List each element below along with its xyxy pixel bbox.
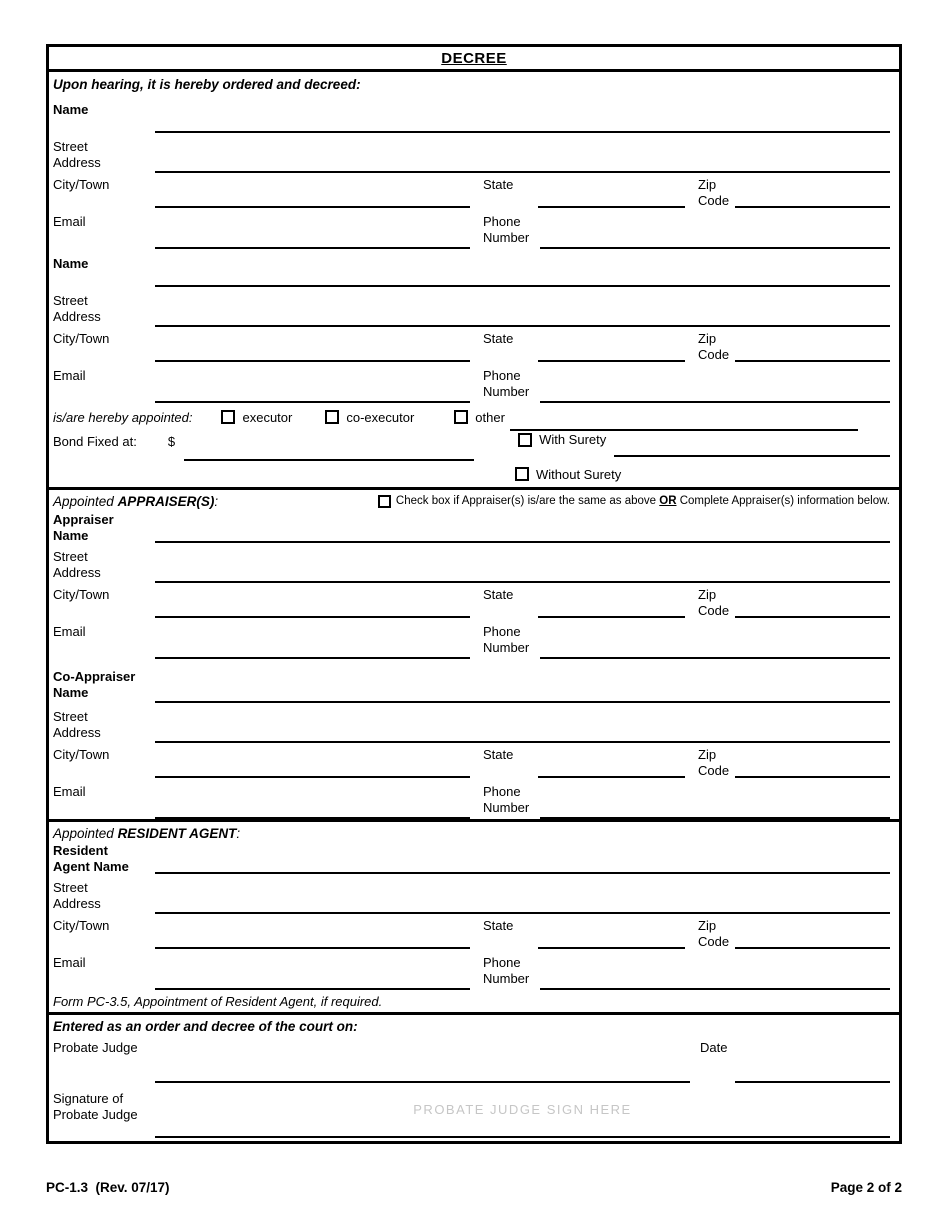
- appraiser-section: [49, 490, 899, 822]
- person2-street-label: Street Address: [53, 293, 101, 324]
- resident-agent-city-label: City/Town: [53, 918, 110, 933]
- other-option: [454, 410, 505, 425]
- entered-section: [49, 1015, 899, 1138]
- person1-phone-label: Phone Number: [483, 214, 530, 245]
- without-surety-option: [515, 467, 621, 482]
- bond-row: [53, 431, 890, 461]
- other-checkbox[interactable]: [454, 410, 468, 424]
- resident-agent-city-line[interactable]: [155, 947, 470, 949]
- person1-zip-label: Zip Code: [698, 177, 730, 208]
- signature-label: Signature of Probate Judge: [53, 1091, 138, 1122]
- person2-name-line[interactable]: [155, 285, 890, 287]
- resident-agent-header: [53, 822, 890, 842]
- appraiser-section-header: [53, 490, 890, 510]
- co-appraiser-city-row: [53, 743, 890, 778]
- co-appraiser-phone-line[interactable]: [540, 817, 890, 819]
- resident-agent-email-label: Email: [53, 955, 86, 970]
- entered-heading: Entered as an order and decree of the court on:: [53, 1019, 358, 1034]
- appraiser-street-row: [53, 543, 890, 583]
- appraiser-name-line[interactable]: [155, 541, 890, 543]
- same-as-above-note: Check box if Appraiser(s) is/are the same as above OR Complete Appraiser(s) information below.: [395, 495, 890, 507]
- person2-street-row: [53, 287, 890, 327]
- appraiser-state-label: State: [483, 587, 514, 602]
- person2-zip-label: Zip Code: [698, 331, 730, 362]
- co-appraiser-city-label: City/Town: [53, 747, 110, 762]
- co-appraiser-state-line[interactable]: [538, 776, 685, 778]
- appraiser-name-row: [53, 510, 890, 543]
- person1-city-label: City/Town: [53, 177, 110, 192]
- resident-agent-state-label: State: [483, 918, 514, 933]
- person2-city-row: [53, 327, 890, 362]
- bond-amount-line[interactable]: [184, 459, 474, 461]
- person1-zip-line[interactable]: [735, 206, 890, 208]
- other-label: other: [475, 409, 505, 425]
- judge-signature-line[interactable]: [155, 1083, 890, 1138]
- resident-agent-city-row: [53, 914, 890, 949]
- with-surety-line[interactable]: [614, 455, 890, 457]
- resident-agent-email-line[interactable]: [155, 988, 470, 990]
- appraiser-zip-label: Zip Code: [698, 587, 730, 618]
- person1-phone-line[interactable]: [540, 247, 890, 249]
- co-appraiser-name-line[interactable]: [155, 701, 890, 703]
- person1-city-line[interactable]: [155, 206, 470, 208]
- co-appraiser-email-row: [53, 778, 890, 819]
- form-number: PC-1.3 (Rev. 07/17): [46, 1180, 170, 1195]
- co-appraiser-email-label: Email: [53, 784, 86, 799]
- person2-name-row: [53, 249, 890, 287]
- appraiser-heading: Appointed APPRAISER(S):: [53, 494, 219, 509]
- co-appraiser-street-label: Street Address: [53, 709, 101, 740]
- co-appraiser-zip-line[interactable]: [735, 776, 890, 778]
- resident-agent-street-label: Street Address: [53, 880, 101, 911]
- resident-agent-street-row: [53, 874, 890, 914]
- without-surety-row: [53, 461, 890, 487]
- person2-phone-label: Phone Number: [483, 368, 530, 399]
- co-appraiser-city-line[interactable]: [155, 776, 470, 778]
- person1-street-label: Street Address: [53, 139, 101, 170]
- probate-judge-row: [53, 1035, 890, 1083]
- person1-email-row: [53, 208, 890, 249]
- appraiser-email-line[interactable]: [155, 657, 470, 659]
- co-executor-checkbox[interactable]: [325, 410, 339, 424]
- probate-judge-label: Probate Judge: [53, 1040, 138, 1055]
- appraiser-city-label: City/Town: [53, 587, 110, 602]
- form-title: DECREE: [441, 50, 507, 67]
- decree-form: [46, 44, 902, 1144]
- same-as-above-option: [378, 494, 890, 508]
- executor-option: [221, 410, 292, 425]
- sign-here-placeholder[interactable]: PROBATE JUDGE SIGN HERE: [413, 1102, 632, 1117]
- resident-agent-section: [49, 822, 899, 1015]
- appraiser-phone-label: Phone Number: [483, 624, 530, 655]
- person1-name-label: Name: [53, 102, 89, 117]
- appraiser-city-line[interactable]: [155, 616, 470, 618]
- person2-state-line[interactable]: [538, 360, 685, 362]
- co-appraiser-phone-label: Phone Number: [483, 784, 530, 815]
- person2-city-line[interactable]: [155, 360, 470, 362]
- dollar-sign: $: [167, 434, 176, 449]
- person2-email-line[interactable]: [155, 401, 470, 403]
- appointed-label: is/are hereby appointed:: [53, 409, 193, 425]
- resident-agent-zip-line[interactable]: [735, 947, 890, 949]
- page-number: Page 2 of 2: [830, 1180, 902, 1195]
- person2-city-label: City/Town: [53, 331, 110, 346]
- signature-row: [53, 1083, 890, 1138]
- appointed-row: [53, 403, 890, 431]
- appraiser-phone-line[interactable]: [540, 657, 890, 659]
- resident-agent-name-label: Resident Agent Name: [53, 843, 129, 874]
- person1-email-line[interactable]: [155, 247, 470, 249]
- person2-phone-line[interactable]: [540, 401, 890, 403]
- resident-agent-name-line[interactable]: [155, 872, 890, 874]
- person1-email-label: Email: [53, 214, 86, 229]
- with-surety-option: [518, 431, 606, 447]
- without-surety-checkbox[interactable]: [515, 467, 529, 481]
- page-footer: [46, 1180, 902, 1195]
- same-as-above-checkbox[interactable]: [378, 495, 391, 508]
- resident-agent-phone-line[interactable]: [540, 988, 890, 990]
- person1-name-row: [53, 95, 890, 133]
- co-appraiser-name-row: [53, 659, 890, 703]
- person2-name-label: Name: [53, 256, 89, 271]
- appraiser-state-line[interactable]: [538, 616, 685, 618]
- executor-checkbox[interactable]: [221, 410, 235, 424]
- co-executor-option: [325, 410, 414, 425]
- person1-name-line[interactable]: [155, 131, 890, 133]
- resident-agent-email-row: [53, 949, 890, 990]
- resident-agent-phone-label: Phone Number: [483, 955, 530, 986]
- co-appraiser-email-line[interactable]: [155, 817, 470, 819]
- bond-label: Bond Fixed at:: [53, 434, 137, 449]
- co-appraiser-name-label: Co-Appraiser Name: [53, 669, 136, 700]
- appraiser-email-label: Email: [53, 624, 86, 639]
- person2-state-label: State: [483, 331, 514, 346]
- executor-label: executor: [242, 409, 293, 425]
- resident-agent-state-line[interactable]: [538, 947, 685, 949]
- date-label: Date: [700, 1040, 728, 1055]
- person2-email-row: [53, 362, 890, 403]
- resident-agent-zip-label: Zip Code: [698, 918, 730, 949]
- decree-section: [49, 72, 899, 490]
- appraiser-city-row: [53, 583, 890, 618]
- co-appraiser-street-row: [53, 703, 890, 743]
- person1-street-row: [53, 133, 890, 173]
- person1-state-label: State: [483, 177, 514, 192]
- with-surety-checkbox[interactable]: [518, 433, 532, 447]
- person2-zip-line[interactable]: [735, 360, 890, 362]
- with-surety-label: With Surety: [539, 432, 607, 447]
- person1-city-row: [53, 173, 890, 208]
- without-surety-label: Without Surety: [536, 466, 622, 482]
- co-appraiser-state-label: State: [483, 747, 514, 762]
- decree-section-heading: Upon hearing, it is hereby ordered and decreed:: [53, 77, 361, 92]
- co-executor-label: co-executor: [346, 409, 415, 425]
- appraiser-street-label: Street Address: [53, 549, 101, 580]
- appraiser-name-label: Appraiser Name: [53, 512, 114, 543]
- appraiser-zip-line[interactable]: [735, 616, 890, 618]
- resident-agent-name-row: [53, 842, 890, 874]
- person1-state-line[interactable]: [538, 206, 685, 208]
- resident-agent-heading: Appointed RESIDENT AGENT:: [53, 826, 241, 841]
- appraiser-email-row: [53, 618, 890, 659]
- person2-email-label: Email: [53, 368, 86, 383]
- form-title-bar: [49, 47, 899, 72]
- pc35-note: Form PC-3.5, Appointment of Resident Agent, if required.: [53, 994, 383, 1009]
- co-appraiser-zip-label: Zip Code: [698, 747, 730, 778]
